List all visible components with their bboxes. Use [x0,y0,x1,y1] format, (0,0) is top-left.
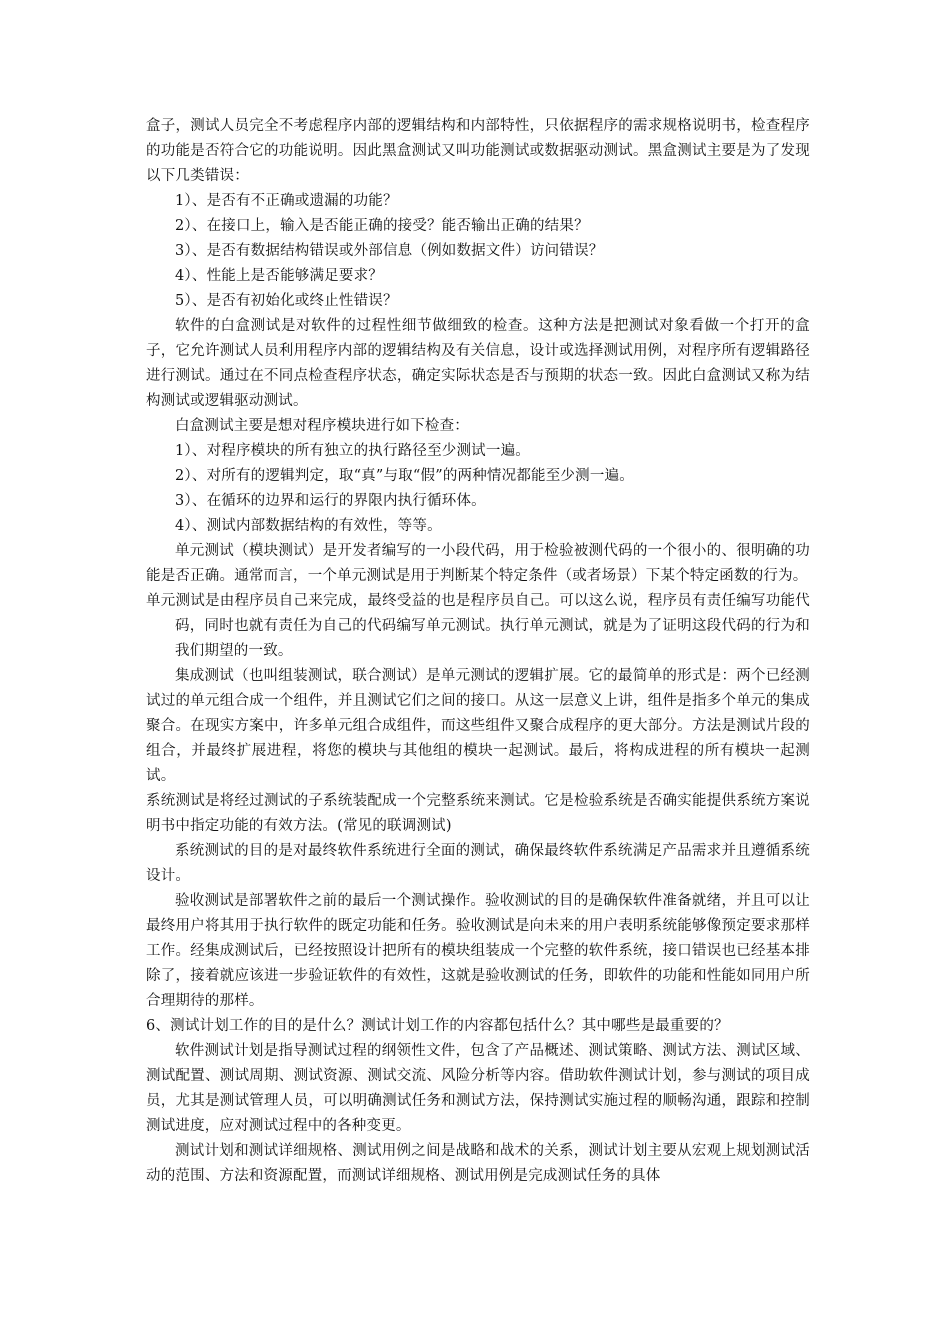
list-item-blackbox-2: 2）、在接口上，输入是否能正确的接受？能否输出正确的结果？ [175,218,589,234]
list-item-whitebox-1: 1）、对程序模块的所有独立的执行路径至少测试一遍。 [175,443,530,459]
paragraph-whitebox: 软件的白盒测试是对软件的过程性细节做细致的检查。这种方法是把测试对象看做一个打开的盒子，它允许测试人员利用程序内部的逻辑结构及有关信息，设计或选择测试用例，对程序所有逻辑路径进行测试。通过在不同点检查程序状态，确定实际状态是否与预期的状态一致。因此白盒测试又称为结构测试或逻辑驱动测试。 [146,318,810,409]
paragraph-unit-test: 单元测试（模块测试）是开发者编写的一小段代码，用于检验被测代码的一个很小的、很明确的功能是否正确。通常而言，一个单元测试是用于判断某个特定条件（或者场景）下某个特定函数的行为。 [146,543,810,584]
list-item-whitebox-4: 4）、测试内部数据结构的有效性，等等。 [175,518,442,534]
paragraph-system-test: 系统测试是将经过测试的子系统装配成一个完整系统来测试。它是检验系统是否确实能提供系统方案说明书中指定功能的有效方法。(常见的联调测试) [146,793,810,834]
document-page [146,114,810,1189]
list-item-whitebox-2: 2）、对所有的逻辑判定，取“真”与取“假”的两种情况都能至少测一遍。 [175,468,634,484]
paragraph-system-test-goal: 系统测试的目的是对最终软件系统进行全面的测试，确保最终软件系统满足产品需求并且遵循系统设计。 [146,843,810,884]
list-item-blackbox-3: 3）、是否有数据结构错误或外部信息（例如数据文件）访问错误？ [175,243,604,259]
list-item-blackbox-4: 4）、性能上是否能够满足要求？ [175,268,383,284]
paragraph-unit-test-developer: 单元测试是由程序员自己来完成，最终受益的也是程序员自己。可以这么说，程序员有责任编写功能代码，同时也就有责任为自己的代码编写单元测试。执行单元测试，就是为了证明这段代码的行为和我们期望的一致。 [146,593,810,659]
paragraph-whitebox-checks-intro: 白盒测试主要是想对程序模块进行如下检查： [175,418,469,434]
paragraph-integration-test: 集成测试（也叫组装测试，联合测试）是单元测试的逻辑扩展。它的最简单的形式是：两个已经测试过的单元组合成一个组件，并且测试它们之间的接口。从这一层意义上讲，组件是指多个单元的集成聚合。在现实方案中，许多单元组合成组件，而这些组件又聚合成程序的更大部分。方法是测试片段的组合，并最终扩展进程，将您的模块与其他组的模块一起测试。最后，将构成进程的所有模块一起测试。 [146,668,810,784]
question-test-plan: 6、测试计划工作的目的是什么？测试计划工作的内容都包括什么？其中哪些是最重要的？ [146,1018,729,1034]
paragraph-test-plan: 软件测试计划是指导测试过程的纲领性文件，包含了产品概述、测试策略、测试方法、测试区域、测试配置、测试周期、测试资源、测试交流、风险分析等内容。借助软件测试计划，参与测试的项目成员，尤其是测试管理人员，可以明确测试任务和测试方法，保持测试实施过程的顺畅沟通，跟踪和控制测试进度，应对测试过程中的各种变更。 [146,1043,810,1134]
paragraph-test-plan-relation: 测试计划和测试详细规格、测试用例之间是战略和战术的关系，测试计划主要从宏观上规划测试活动的范围、方法和资源配置，而测试详细规格、测试用例是完成测试任务的具体 [146,1143,810,1184]
list-item-whitebox-3: 3）、在循环的边界和运行的界限内执行循环体。 [175,493,486,509]
list-item-blackbox-1: 1）、是否有不正确或遗漏的功能？ [175,193,398,209]
paragraph-blackbox-intro: 盒子，测试人员完全不考虑程序内部的逻辑结构和内部特性，只依据程序的需求规格说明书，检查程序的功能是否符合它的功能说明。因此黑盒测试又叫功能测试或数据驱动测试。黑盒测试主要是为了发现以下几类错误： [146,118,810,184]
paragraph-acceptance-test: 验收测试是部署软件之前的最后一个测试操作。验收测试的目的是确保软件准备就绪，并且可以让最终用户将其用于执行软件的既定功能和任务。验收测试是向未来的用户表明系统能够像预定要求那样工作。经集成测试后，已经按照设计把所有的模块组装成一个完整的软件系统，接口错误也已经基本排除了，接着就应该进一步验证软件的有效性，这就是验收测试的任务，即软件的功能和性能如同用户所合理期待的那样。 [146,893,810,1009]
list-item-blackbox-5: 5）、是否有初始化或终止性错误？ [175,293,398,309]
